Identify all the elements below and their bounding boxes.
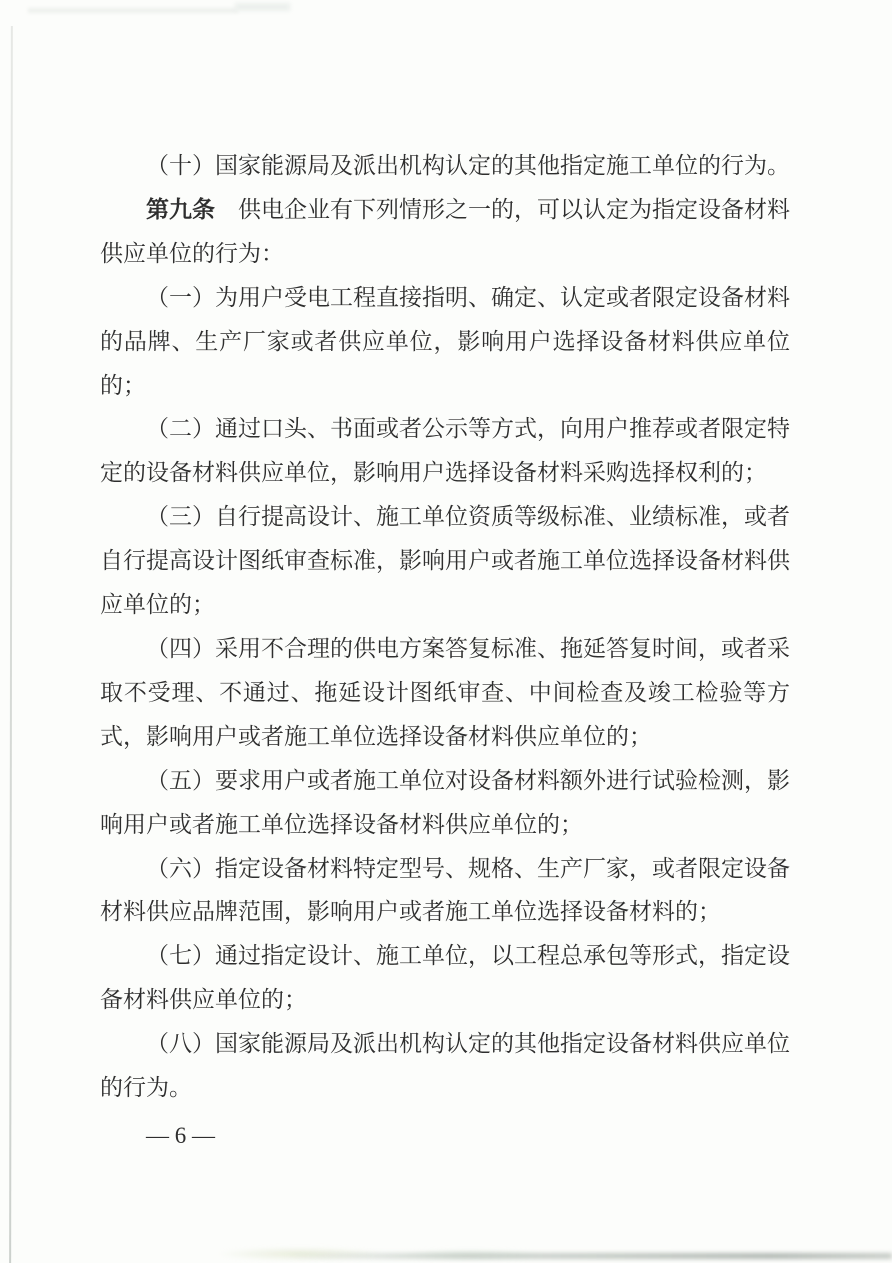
paragraph: 第九条 供电企业有下列情形之一的，可以认定为指定设备材料供应单位的行为： bbox=[100, 196, 790, 266]
page-number: — 6 — bbox=[146, 1123, 215, 1148]
paragraph: （二）通过口头、书面或者公示等方式，向用户推荐或者限定特定的设备材料供应单位，影响用户选择设备材料采购选择权利的； bbox=[100, 416, 790, 486]
article-number-label: 第九条 bbox=[146, 196, 215, 222]
paragraph: （四）采用不合理的供电方案答复标准、拖延答复时间，或者采取不受理、不通过、拖延设计图纸审查、中间检查及竣工检验等方式，影响用户或者施工单位选择设备材料供应单位的； bbox=[100, 635, 790, 749]
scan-artifact-top-smudge bbox=[235, 3, 290, 11]
paragraph: （五）要求用户或者施工单位对设备材料额外进行试验检测，影响用户或者施工单位选择设备材料供应单位的； bbox=[100, 767, 790, 837]
scan-artifact-left-edge-line bbox=[9, 26, 13, 1263]
paragraph: （三）自行提高设计、施工单位资质等级标准、业绩标准，或者自行提高设计图纸审查标准，影响用户或者施工单位选择设备材料供应单位的； bbox=[100, 504, 790, 618]
paragraph: （十）国家能源局及派出机构认定的其他指定施工单位的行为。 bbox=[146, 153, 790, 178]
paragraph: （六）指定设备材料特定型号、规格、生产厂家，或者限定设备材料供应品牌范围，影响用户或者施工单位选择设备材料的； bbox=[100, 855, 790, 925]
scan-artifact-top-smudge bbox=[28, 8, 238, 13]
paragraph: （一）为用户受电工程直接指明、确定、认定或者限定设备材料的品牌、生产厂家或者供应单位，影响用户选择设备材料供应单位的； bbox=[100, 284, 790, 398]
document-body-text bbox=[100, 144, 790, 1110]
paragraph: （八）国家能源局及派出机构认定的其他指定设备材料供应单位的行为。 bbox=[100, 1031, 790, 1101]
paragraph: （七）通过指定设计、施工单位，以工程总承包等形式，指定设备材料供应单位的； bbox=[100, 943, 790, 1013]
scan-artifact-bottom-strip bbox=[285, 1253, 892, 1259]
